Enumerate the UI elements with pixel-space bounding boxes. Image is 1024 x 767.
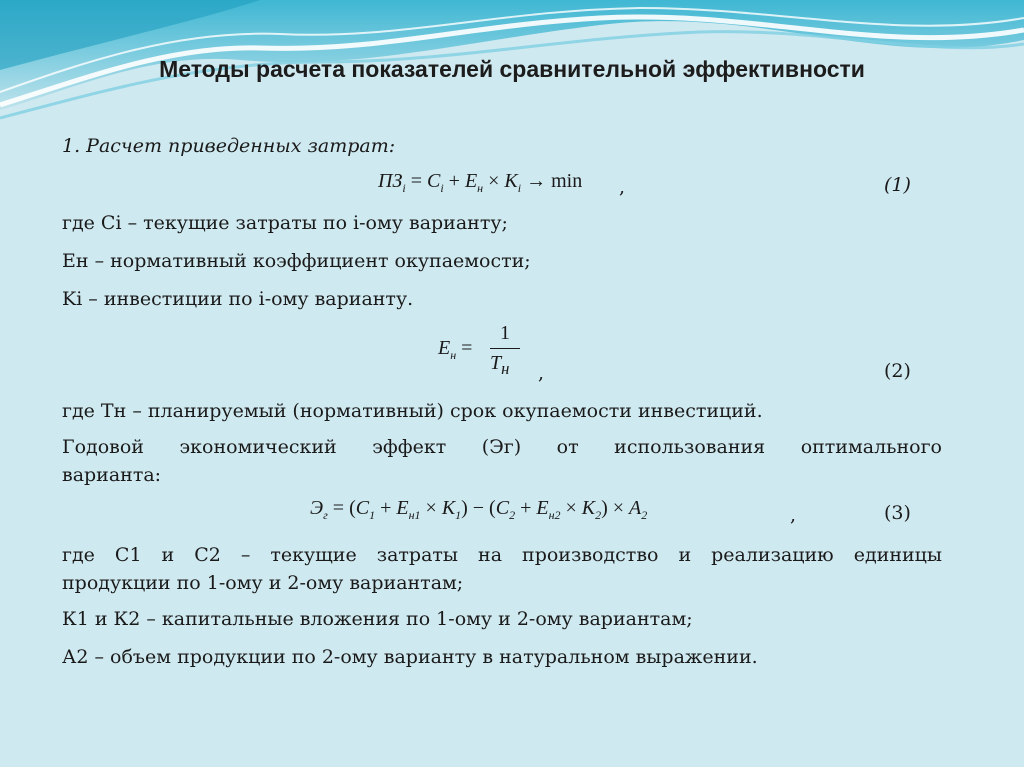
definition-c1-c2-line2: продукции по 1-ому и 2-ому вариантам; xyxy=(62,572,464,594)
formula-1: $ПЗ_i = C_i + E_н \times K_i \to \min$ xyxy=(378,170,583,195)
equation-number-1: (1) xyxy=(884,174,911,196)
paragraph-effect-line1: Годовой экономический эффект (Эг) от использования оптимального xyxy=(62,436,942,458)
formula-2-numerator: 1 xyxy=(500,322,510,344)
formula-2-denominator: $T_н$ xyxy=(490,352,510,378)
fraction-bar xyxy=(490,348,520,349)
formula-1-comma: , xyxy=(619,176,626,198)
formula-2-comma: , xyxy=(538,362,545,384)
formula-2-lhs: $E_н$ = xyxy=(438,337,473,362)
slide-title: Методы расчета показателей сравнительной эффективности xyxy=(159,56,865,82)
definition-ci: где Ci – текущие затраты по i-ому варианту; xyxy=(62,212,508,234)
definition-a2: А2 – объем продукции по 2-ому варианту в натуральном выражении. xyxy=(62,646,758,668)
definition-tn: где Тн – планируемый (нормативный) срок окупаемости инвестиций. xyxy=(62,400,763,422)
definition-c1-c2-line1: где С1 и С2 – текущие затраты на производство и реализацию единицы xyxy=(62,544,942,566)
definition-ki: Ki – инвестиции по i-ому варианту. xyxy=(62,288,414,310)
definition-en: Ен – нормативный коэффициент окупаемости; xyxy=(62,250,531,272)
section-heading: 1. Расчет приведенных затрат: xyxy=(62,135,396,157)
equation-number-2: (2) xyxy=(884,360,911,382)
paragraph-effect-line2: варианта: xyxy=(62,464,162,486)
formula-3: $Э_г = (C_1 + E_{н1} \times К_1) - (C_2 + E_{н2} \times К_2) \times A_2$ xyxy=(310,497,648,522)
equation-number-3: (3) xyxy=(884,502,911,524)
definition-k1-k2: К1 и К2 – капитальные вложения по 1-ому и 2-ому вариантам; xyxy=(62,608,693,630)
formula-3-comma: , xyxy=(790,504,797,526)
